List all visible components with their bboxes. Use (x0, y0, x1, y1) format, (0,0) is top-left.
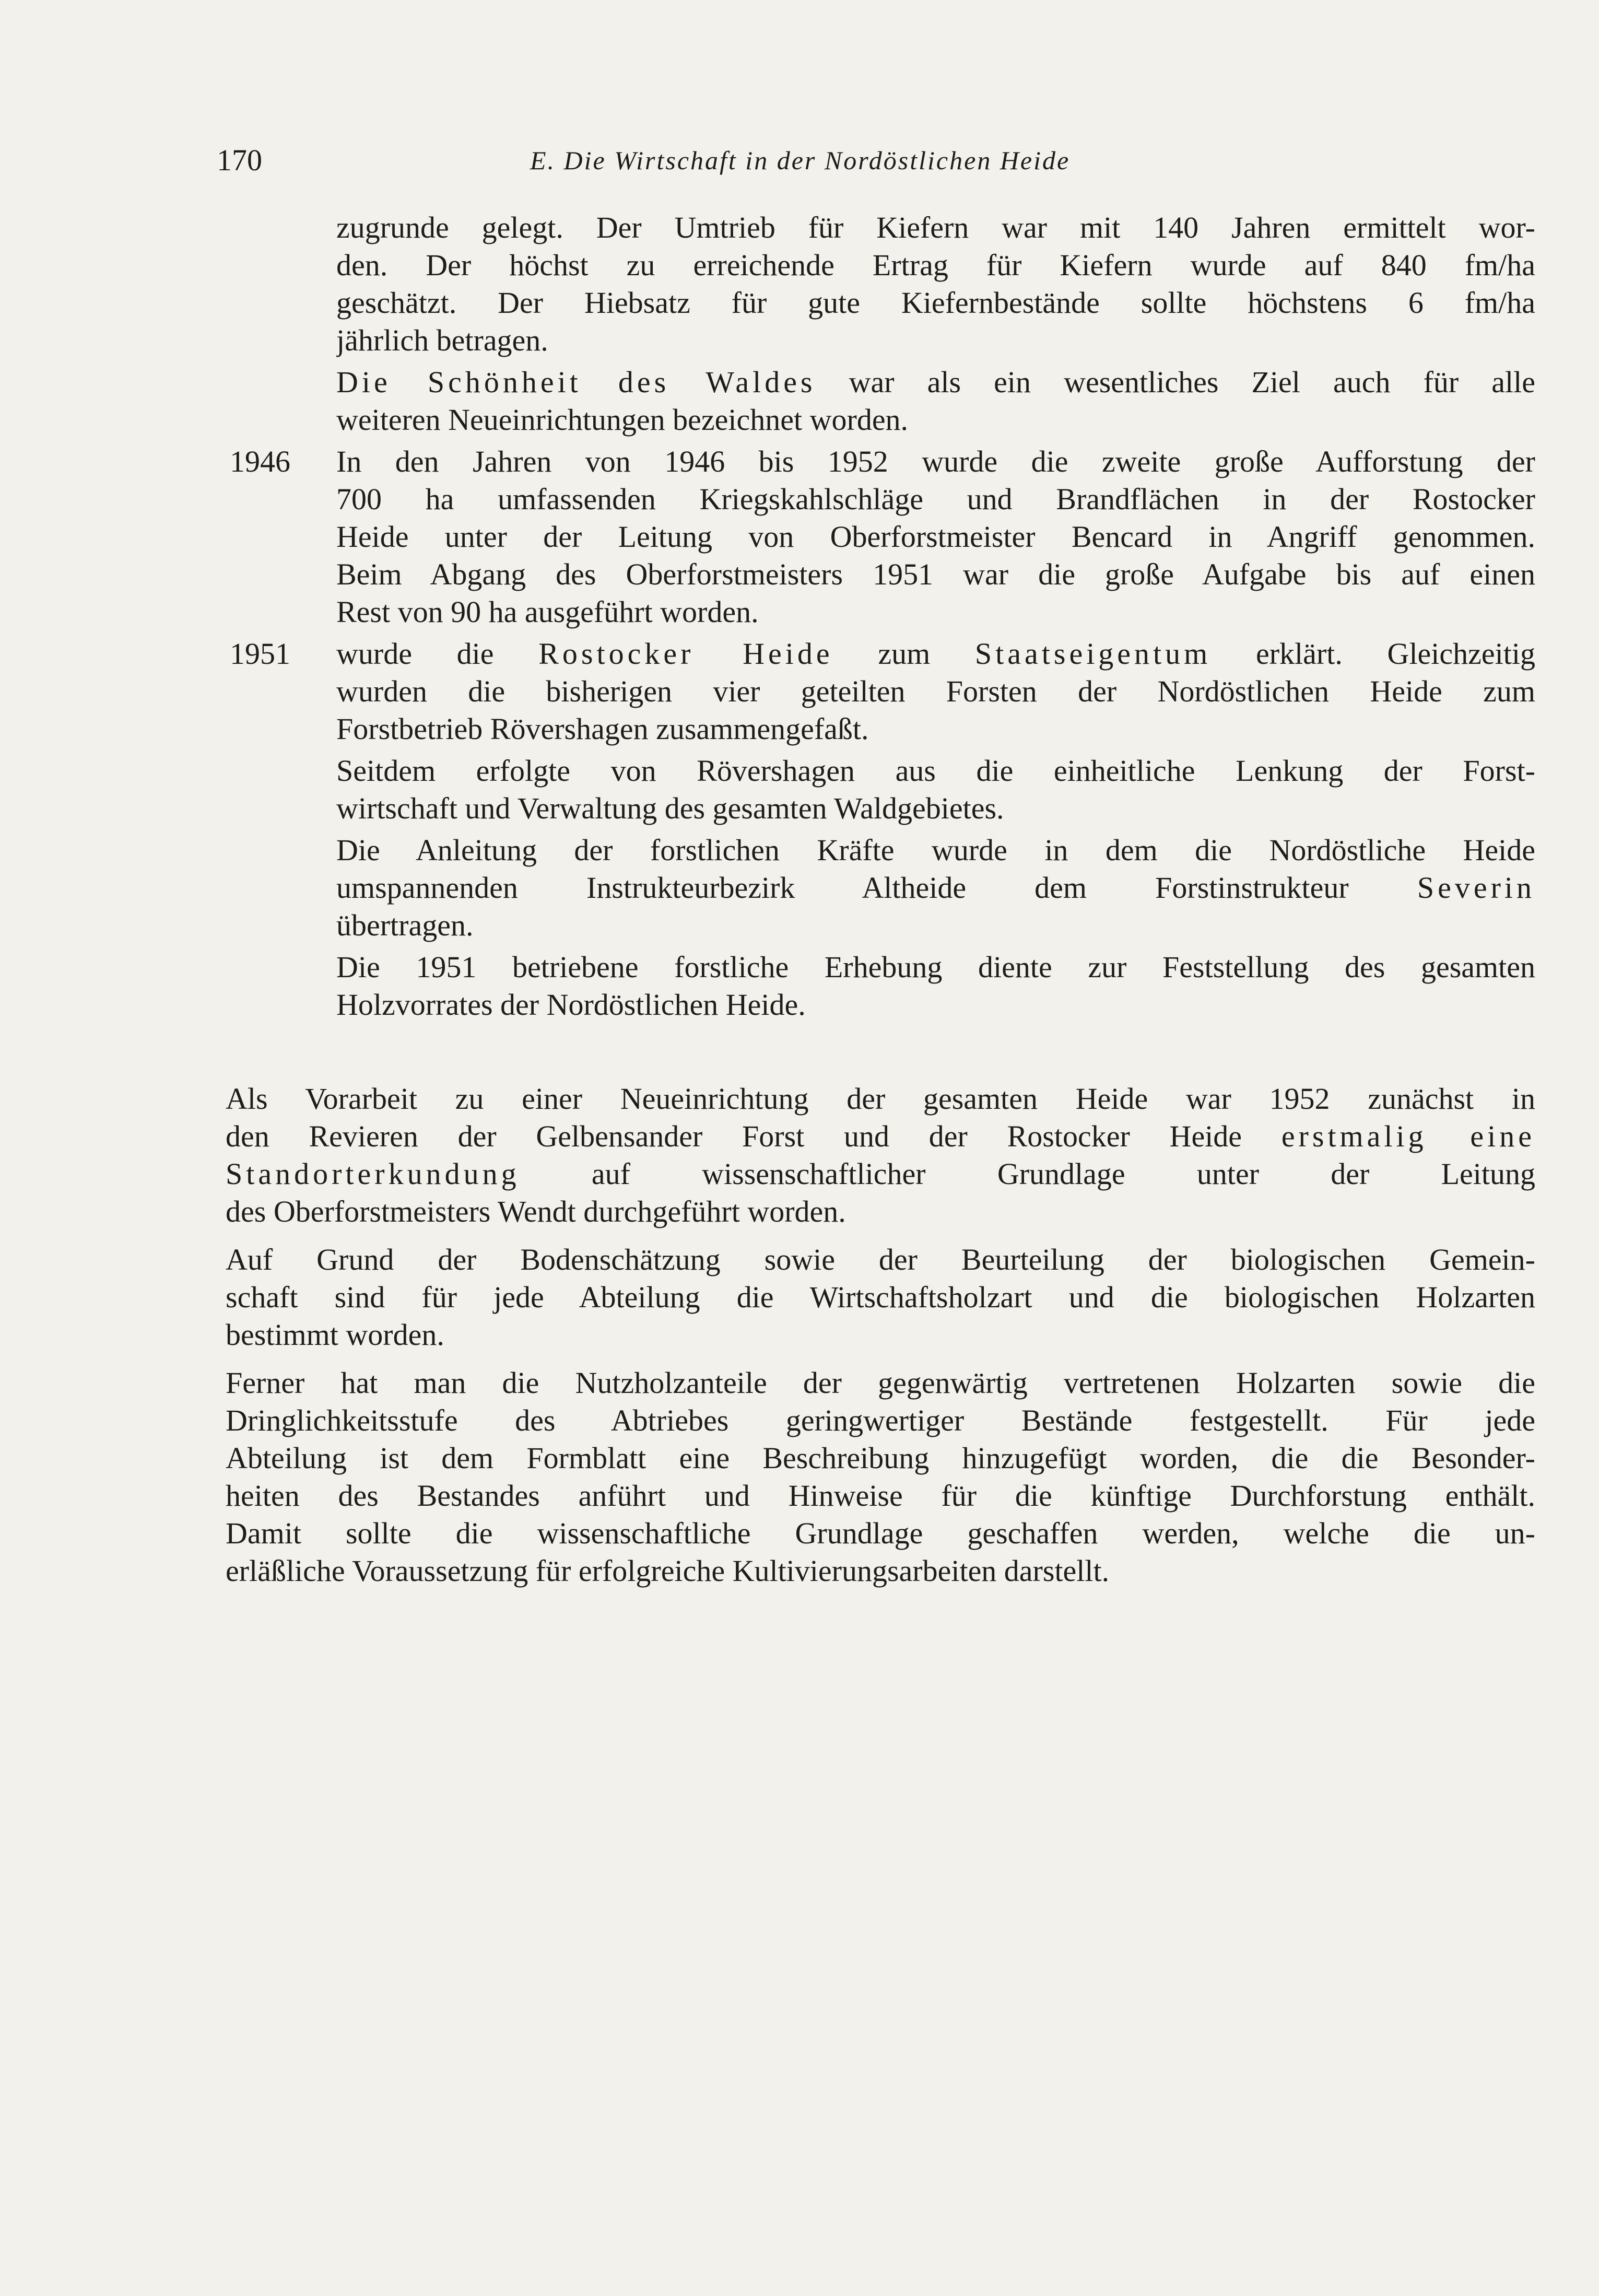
paragraph (336, 831, 1535, 944)
text-line: Als Vorarbeit zu einer Neueinrichtung der gesamten Heide war 1952 zunächst in (226, 1082, 1535, 1116)
text-segment: zum (878, 637, 931, 671)
text-line (336, 869, 1535, 907)
text-line: bestimmt worden. (226, 1318, 444, 1352)
text-line: heiten des Bestandes anführt und Hinweise für die künftige Durchforstung enthält. (226, 1479, 1535, 1513)
text-line: weiteren Neueinrichtungen bezeichnet worden. (336, 403, 909, 437)
page-header (217, 137, 1209, 184)
paragraph (336, 443, 1535, 631)
page-number: 170 (217, 143, 262, 177)
paragraph (336, 209, 1535, 359)
text-line: wirtschaft und Verwaltung des gesamten Waldgebietes. (336, 791, 1004, 825)
text-line: Forstbetrieb Rövershagen zusammengefaßt. (336, 712, 869, 746)
chronicle-entries (230, 209, 1567, 1028)
entry-body (336, 635, 1535, 1024)
paragraph (336, 364, 1535, 439)
main-text (226, 1080, 1535, 1600)
paragraph (226, 1080, 1535, 1231)
text-line (226, 1155, 1535, 1193)
entry-1951 (230, 635, 1567, 1024)
entry-year: 1951 (230, 637, 290, 671)
entry-body (336, 209, 1535, 439)
spaced-emphasis: Severin (1417, 871, 1535, 905)
entry-1946 (230, 443, 1567, 631)
paragraph (226, 1364, 1535, 1590)
text-line (336, 364, 1535, 401)
spaced-emphasis: Standorterkundung (226, 1157, 520, 1191)
text-line: den. Der höchst zu erreichende Ertrag für Kiefern wurde auf 840 fm/ha (336, 248, 1535, 282)
text-line: 700 ha umfassenden Kriegskahlschläge und Brandflächen in der Rostocker (336, 482, 1535, 516)
text-line: Die 1951 betriebene forstliche Erhebung diente zur Feststellung des gesamten (336, 950, 1535, 984)
text-line (336, 635, 1535, 673)
spaced-emphasis: erstmalig eine (1281, 1119, 1535, 1153)
entry-body (336, 443, 1535, 631)
spaced-emphasis: Rostocker Heide (538, 637, 833, 671)
text-line: Ferner hat man die Nutzholzanteile der gegenwärtig vertretenen Holzarten sowie die (226, 1366, 1535, 1400)
text-line: Holzvorrates der Nordöstlichen Heide. (336, 988, 806, 1022)
entry-continuation (230, 209, 1567, 439)
text-line: geschätzt. Der Hiebsatz für gute Kiefernbestände sollte höchstens 6 fm/ha (336, 286, 1535, 320)
text-line: jährlich betragen. (336, 323, 548, 357)
text-line: Rest von 90 ha ausgeführt worden. (336, 595, 759, 629)
text-line: wurden die bisherigen vier geteilten Forsten der Nordöstlichen Heide zum (336, 674, 1535, 708)
text-line: übertragen. (336, 908, 474, 942)
spaced-emphasis: Die Schönheit des Waldes (336, 365, 816, 399)
paragraph (336, 752, 1535, 827)
text-line: Damit sollte die wissenschaftliche Grundlage geschaffen werden, welche die un- (226, 1516, 1535, 1550)
text-line: Auf Grund der Bodenschätzung sowie der Beurteilung der biologischen Gemein- (226, 1243, 1535, 1276)
paragraph (336, 948, 1535, 1024)
text-line: In den Jahren von 1946 bis 1952 wurde die zweite große Aufforstung der (336, 444, 1535, 478)
text-line: Beim Abgang des Oberforstmeisters 1951 war die große Aufgabe bis auf einen (336, 557, 1535, 591)
text-line: zugrunde gelegt. Der Umtrieb für Kiefern war mit 140 Jahren ermittelt wor- (336, 210, 1535, 244)
text-line: Die Anleitung der forstlichen Kräfte wurde in dem die Nordöstliche Heide (336, 833, 1535, 867)
text-segment: den Revieren der Gelbensander Forst und der Rostocker Heide (226, 1119, 1242, 1153)
text-line: Abteilung ist dem Formblatt eine Beschreibung hinzugefügt worden, die die Besonder- (226, 1441, 1535, 1475)
entry-year: 1946 (230, 444, 290, 478)
text-line: Seitdem erfolgte von Rövershagen aus die einheitliche Lenkung der Forst- (336, 754, 1535, 788)
text-segment: wurde die (336, 637, 494, 671)
running-head: E. Die Wirtschaft in der Nordöstlichen Heide (530, 146, 1071, 175)
spaced-emphasis: Staatseigentum (974, 637, 1212, 671)
paragraph (336, 635, 1535, 748)
text-line: erläßliche Voraussetzung für erfolgreiche Kultivierungsarbeiten darstellt. (226, 1554, 1110, 1588)
text-line: Heide unter der Leitung von Oberforstmeister Bencard in Angriff genommen. (336, 520, 1535, 554)
text-segment: umspannenden Instrukteurbezirk Altheide dem Forstinstrukteur (336, 871, 1349, 905)
paragraph (226, 1241, 1535, 1354)
text-segment: war als ein wesentliches Ziel auch für alle (849, 365, 1535, 399)
text-line: schaft sind für jede Abteilung die Wirtschaftsholzart und die biologischen Holzarten (226, 1280, 1535, 1314)
text-line: Dringlichkeitsstufe des Abtriebes geringwertiger Bestände festgestellt. Für jede (226, 1403, 1535, 1437)
text-line (226, 1118, 1535, 1155)
text-segment: erklärt. Gleichzeitig (1256, 637, 1535, 671)
text-segment: auf wissenschaftlicher Grundlage unter der Leitung (591, 1157, 1535, 1191)
text-line: des Oberforstmeisters Wendt durchgeführt worden. (226, 1194, 846, 1228)
